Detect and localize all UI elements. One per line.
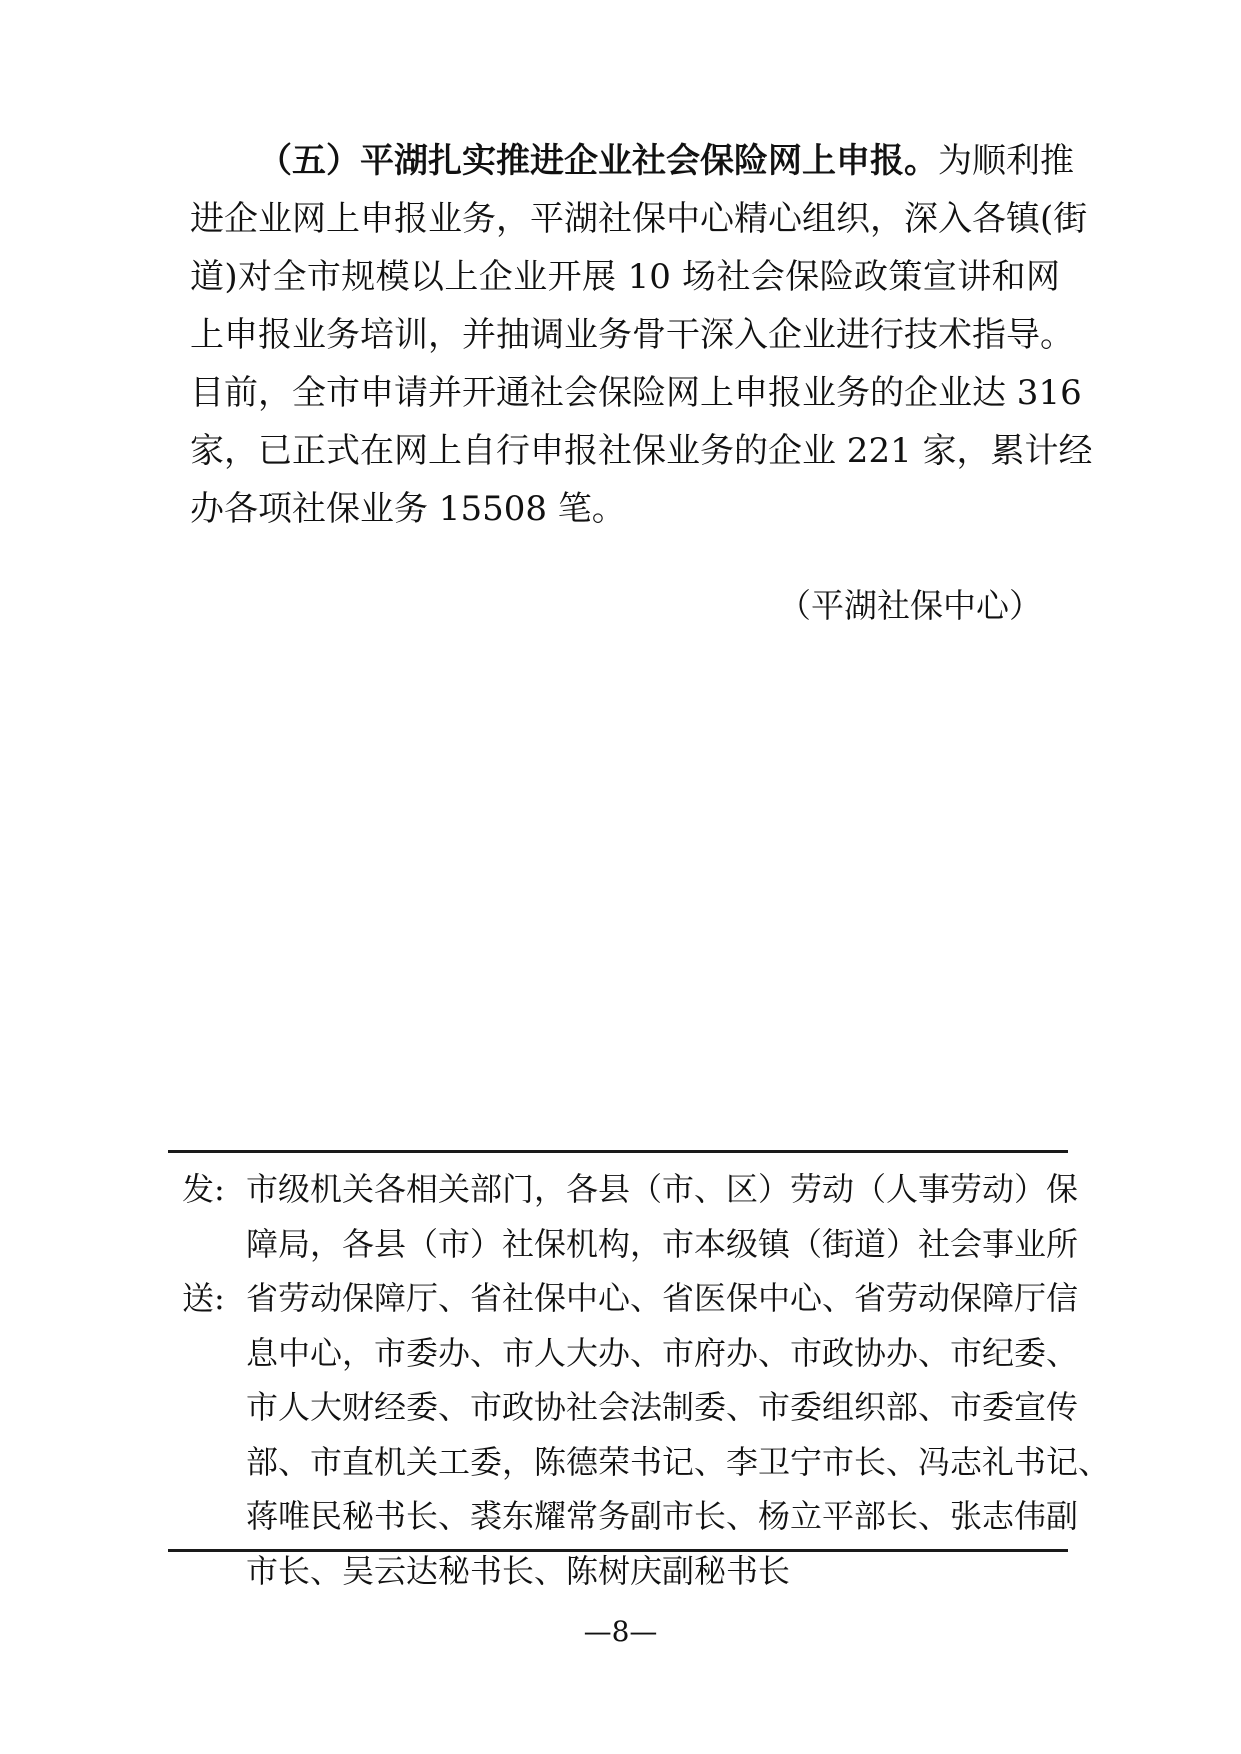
paragraph-line-2: 进企业网上申报业务，平湖社保中心精心组织，深入各镇(街	[190, 199, 1088, 239]
recipient-line-3: 省劳动保障厅、省社保中心、省医保中心、省劳动保障厅信	[246, 1279, 1079, 1317]
distribution-recipients	[246, 1162, 1111, 1598]
recipient-line-7: 蒋唯民秘书长、裘东耀常务副市长、杨立平部长、张志伟副	[246, 1497, 1079, 1535]
paragraph-line-3: 道)对全市规模以上企业开展 10 场社会保险政策宣讲和网	[190, 257, 1060, 297]
recipient-line-2: 障局，各县（市）社保机构，市本级镇（街道）社会事业所	[246, 1224, 1079, 1263]
paragraph-line-4: 上申报业务培训，并抽调业务骨干深入企业进行技术指导。	[190, 315, 1074, 355]
distribution-block	[168, 1150, 1111, 1590]
paragraph-line-5: 目前，全市申请并开通社会保险网上申报业务的企业达 316	[190, 373, 1082, 413]
page-number: —8—	[583, 1615, 658, 1648]
paragraph-line-6: 家，已正式在网上自行申报社保业务的企业 221 家，累计经	[190, 431, 1093, 471]
paragraph-line-7: 办各项社保业务 15508 笔。	[190, 489, 626, 529]
news-item-paragraph	[190, 132, 1093, 538]
recipient-line-5: 市人大财经委、市政协社会法制委、市委组织部、市委宣传	[246, 1388, 1079, 1426]
source-attribution: （平湖社保中心）	[778, 586, 1042, 625]
distribution-label-fa: 发:	[182, 1170, 225, 1208]
recipient-line-1: 市级机关各相关部门，各县（市、区）劳动（人事劳动）保	[246, 1170, 1079, 1208]
bottom-divider	[168, 1549, 1068, 1552]
paragraph-line-1: （五）平湖扎实推进企业社会保险网上申报。为顺利推	[258, 141, 1074, 181]
recipient-line-6: 部、市直机关工委，陈德荣书记、李卫宁市长、冯志礼书记、	[246, 1442, 1111, 1481]
recipient-line-8: 市长、吴云达秘书长、陈树庆副秘书长	[246, 1551, 791, 1590]
item-heading: （五）平湖扎实推进企业社会保险网上申报。	[258, 141, 938, 181]
recipient-line-4: 息中心，市委办、市人大办、市府办、市政协办、市纪委、	[246, 1333, 1079, 1372]
distribution-label-song: 送:	[182, 1279, 225, 1317]
top-divider	[168, 1150, 1068, 1153]
